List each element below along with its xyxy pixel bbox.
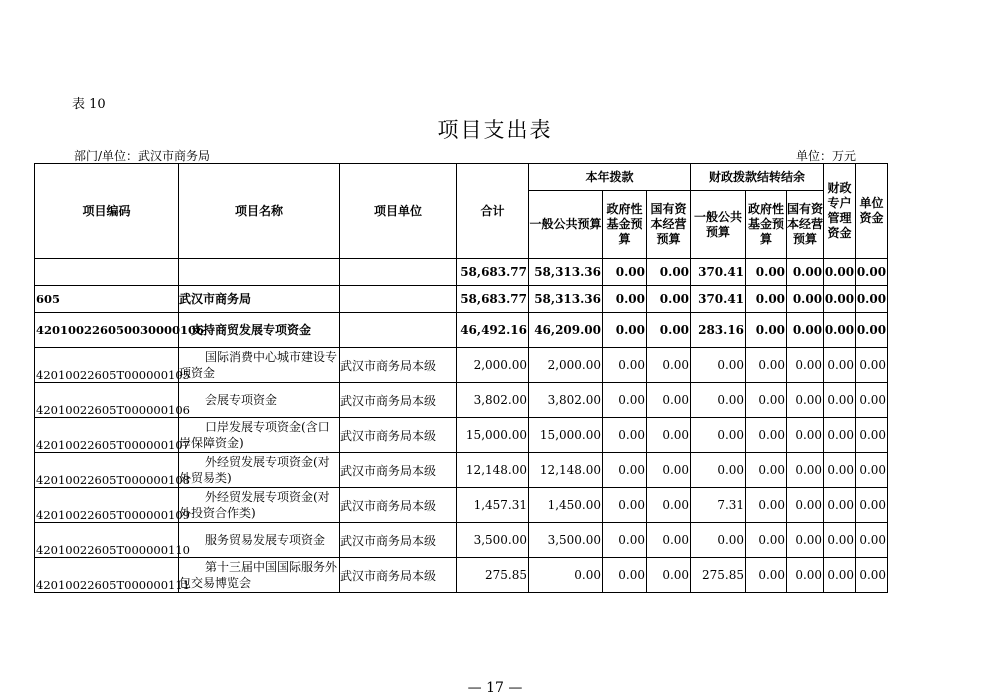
- amount-cell: 0.00: [824, 286, 856, 313]
- amount-cell: 0.00: [856, 348, 888, 383]
- project-name-cell: 国际消费中心城市建设专项资金: [179, 348, 340, 383]
- amount-cell: 0.00: [856, 286, 888, 313]
- table-number: 表 10: [72, 97, 106, 112]
- project-unit-cell: 武汉市商务局本级: [340, 488, 457, 523]
- project-name-cell: 支持商贸发展专项资金: [179, 313, 340, 348]
- amount-cell: 58,683.77: [457, 259, 529, 286]
- project-code-cell: 420100226050030000106: [35, 313, 179, 348]
- amount-cell: 0.00: [824, 523, 856, 558]
- amount-cell: 0.00: [856, 418, 888, 453]
- project-code-cell: 42010022605T000000105: [35, 348, 179, 383]
- amount-cell: 0.00: [787, 558, 824, 593]
- amount-cell: 0.00: [746, 523, 787, 558]
- amount-cell: 0.00: [603, 383, 647, 418]
- department-label: 部门/单位：武汉市商务局: [74, 149, 211, 163]
- page-title: 项目支出表: [437, 118, 553, 142]
- amount-cell: 1,457.31: [457, 488, 529, 523]
- header-unit: 项目单位: [340, 164, 457, 259]
- project-code-cell: 42010022605T000000110: [35, 523, 179, 558]
- amount-cell: 12,148.00: [529, 453, 603, 488]
- amount-cell: 0.00: [856, 453, 888, 488]
- amount-cell: 370.41: [691, 286, 746, 313]
- amount-cell: 0.00: [603, 453, 647, 488]
- project-name-cell: 第十三届中国国际服务外包交易博览会: [179, 558, 340, 593]
- header-carryover: 财政拨款结转结余: [691, 164, 824, 191]
- project-unit-cell: 武汉市商务局本级: [340, 383, 457, 418]
- header-unit-funds: 单位资金: [856, 164, 888, 259]
- project-name-cell: 外经贸发展专项资金(对外投资合作类): [179, 488, 340, 523]
- project-unit-cell: 武汉市商务局本级: [340, 558, 457, 593]
- project-code-cell: 42010022605T000000108: [35, 453, 179, 488]
- header-g1-general: 一般公共预算: [529, 191, 603, 259]
- amount-cell: 3,802.00: [529, 383, 603, 418]
- amount-cell: 0.00: [603, 488, 647, 523]
- amount-cell: 0.00: [824, 259, 856, 286]
- project-code-cell: 42010022605T000000107: [35, 418, 179, 453]
- amount-cell: 15,000.00: [457, 418, 529, 453]
- amount-cell: 0.00: [603, 523, 647, 558]
- amount-cell: 0.00: [787, 383, 824, 418]
- amount-cell: 0.00: [787, 313, 824, 348]
- header-g1-state: 国有资本经营预算: [647, 191, 691, 259]
- project-code-cell: 42010022605T000000106: [35, 383, 179, 418]
- amount-cell: 0.00: [691, 418, 746, 453]
- header-g2-fund: 政府性基金预算: [746, 191, 787, 259]
- amount-cell: 0.00: [691, 523, 746, 558]
- header-current-year-allocation: 本年拨款: [529, 164, 691, 191]
- project-name-cell: 口岸发展专项资金(含口岸保障资金): [179, 418, 340, 453]
- project-unit-cell: 武汉市商务局本级: [340, 348, 457, 383]
- amount-cell: 15,000.00: [529, 418, 603, 453]
- amount-cell: 0.00: [856, 558, 888, 593]
- amount-cell: 0.00: [603, 313, 647, 348]
- amount-cell: 0.00: [746, 286, 787, 313]
- amount-cell: 0.00: [647, 259, 691, 286]
- amount-cell: 0.00: [647, 558, 691, 593]
- amount-cell: 2,000.00: [457, 348, 529, 383]
- amount-cell: 0.00: [787, 348, 824, 383]
- amount-cell: 0.00: [647, 488, 691, 523]
- project-code-cell: 42010022605T000000111: [35, 558, 179, 593]
- header-g1-fund: 政府性基金预算: [603, 191, 647, 259]
- project-unit-cell: 武汉市商务局本级: [340, 523, 457, 558]
- amount-cell: 0.00: [824, 418, 856, 453]
- amount-cell: 0.00: [691, 348, 746, 383]
- amount-cell: 0.00: [647, 523, 691, 558]
- amount-cell: 0.00: [824, 488, 856, 523]
- amount-cell: 46,209.00: [529, 313, 603, 348]
- amount-cell: 2,000.00: [529, 348, 603, 383]
- amount-cell: 0.00: [856, 313, 888, 348]
- project-name-cell: 会展专项资金: [179, 383, 340, 418]
- amount-cell: 0.00: [746, 453, 787, 488]
- page-number: — 17 —: [467, 680, 523, 696]
- amount-cell: 0.00: [647, 453, 691, 488]
- header-name: 项目名称: [179, 164, 340, 259]
- amount-cell: 0.00: [856, 523, 888, 558]
- amount-cell: 275.85: [691, 558, 746, 593]
- amount-cell: 0.00: [647, 286, 691, 313]
- table-row: [35, 313, 888, 348]
- amount-cell: 0.00: [746, 488, 787, 523]
- header-code: 项目编码: [35, 164, 179, 259]
- amount-cell: 0.00: [647, 348, 691, 383]
- amount-cell: 58,313.36: [529, 259, 603, 286]
- amount-cell: 0.00: [647, 383, 691, 418]
- amount-cell: 0.00: [746, 558, 787, 593]
- amount-cell: 7.31: [691, 488, 746, 523]
- amount-cell: 0.00: [787, 488, 824, 523]
- amount-cell: 0.00: [691, 453, 746, 488]
- header-g2-state: 国有资本经营预算: [787, 191, 824, 259]
- amount-cell: 0.00: [746, 383, 787, 418]
- amount-cell: 12,148.00: [457, 453, 529, 488]
- amount-cell: 0.00: [787, 453, 824, 488]
- amount-cell: 58,313.36: [529, 286, 603, 313]
- amount-cell: 0.00: [603, 259, 647, 286]
- amount-cell: 0.00: [824, 383, 856, 418]
- project-code-cell: [35, 259, 179, 286]
- table-row: [35, 259, 888, 286]
- project-unit-cell: [340, 286, 457, 313]
- amount-cell: 3,802.00: [457, 383, 529, 418]
- project-unit-cell: 武汉市商务局本级: [340, 418, 457, 453]
- amount-cell: 0.00: [856, 259, 888, 286]
- amount-cell: 370.41: [691, 259, 746, 286]
- amount-cell: 0.00: [746, 348, 787, 383]
- unit-label: 单位：万元: [796, 149, 857, 163]
- amount-cell: 0.00: [787, 418, 824, 453]
- table-row: [35, 418, 888, 453]
- amount-cell: 0.00: [603, 418, 647, 453]
- amount-cell: 0.00: [824, 453, 856, 488]
- table-row: [35, 558, 888, 593]
- amount-cell: 0.00: [746, 418, 787, 453]
- amount-cell: 0.00: [787, 523, 824, 558]
- amount-cell: 1,450.00: [529, 488, 603, 523]
- amount-cell: 0.00: [647, 418, 691, 453]
- table-row: [35, 348, 888, 383]
- project-code-cell: 605: [35, 286, 179, 313]
- project-name-cell: [179, 259, 340, 286]
- project-expenditure-table: [34, 163, 888, 593]
- amount-cell: 0.00: [529, 558, 603, 593]
- amount-cell: 0.00: [746, 313, 787, 348]
- table-row: [35, 286, 888, 313]
- amount-cell: 0.00: [824, 558, 856, 593]
- amount-cell: 0.00: [856, 488, 888, 523]
- amount-cell: 3,500.00: [529, 523, 603, 558]
- amount-cell: 0.00: [824, 313, 856, 348]
- amount-cell: 0.00: [856, 383, 888, 418]
- project-unit-cell: 武汉市商务局本级: [340, 453, 457, 488]
- project-name-cell: 外经贸发展专项资金(对外贸易类): [179, 453, 340, 488]
- amount-cell: 0.00: [824, 348, 856, 383]
- project-code-cell: 42010022605T000000109: [35, 488, 179, 523]
- table-row: [35, 383, 888, 418]
- amount-cell: 0.00: [647, 313, 691, 348]
- amount-cell: 0.00: [787, 259, 824, 286]
- project-name-cell: 武汉市商务局: [179, 286, 340, 313]
- amount-cell: 0.00: [603, 348, 647, 383]
- header-total: 合计: [457, 164, 529, 259]
- amount-cell: 0.00: [691, 383, 746, 418]
- table-row: [35, 523, 888, 558]
- project-unit-cell: [340, 259, 457, 286]
- project-name-cell: 服务贸易发展专项资金: [179, 523, 340, 558]
- amount-cell: 275.85: [457, 558, 529, 593]
- amount-cell: 0.00: [787, 286, 824, 313]
- amount-cell: 46,492.16: [457, 313, 529, 348]
- amount-cell: 283.16: [691, 313, 746, 348]
- header-special-account: 财政专户管理资金: [824, 164, 856, 259]
- table-row: [35, 453, 888, 488]
- amount-cell: 58,683.77: [457, 286, 529, 313]
- amount-cell: 3,500.00: [457, 523, 529, 558]
- amount-cell: 0.00: [603, 558, 647, 593]
- amount-cell: 0.00: [603, 286, 647, 313]
- header-g2-general: 一般公共预算: [691, 191, 746, 259]
- table-row: [35, 488, 888, 523]
- project-unit-cell: [340, 313, 457, 348]
- amount-cell: 0.00: [746, 259, 787, 286]
